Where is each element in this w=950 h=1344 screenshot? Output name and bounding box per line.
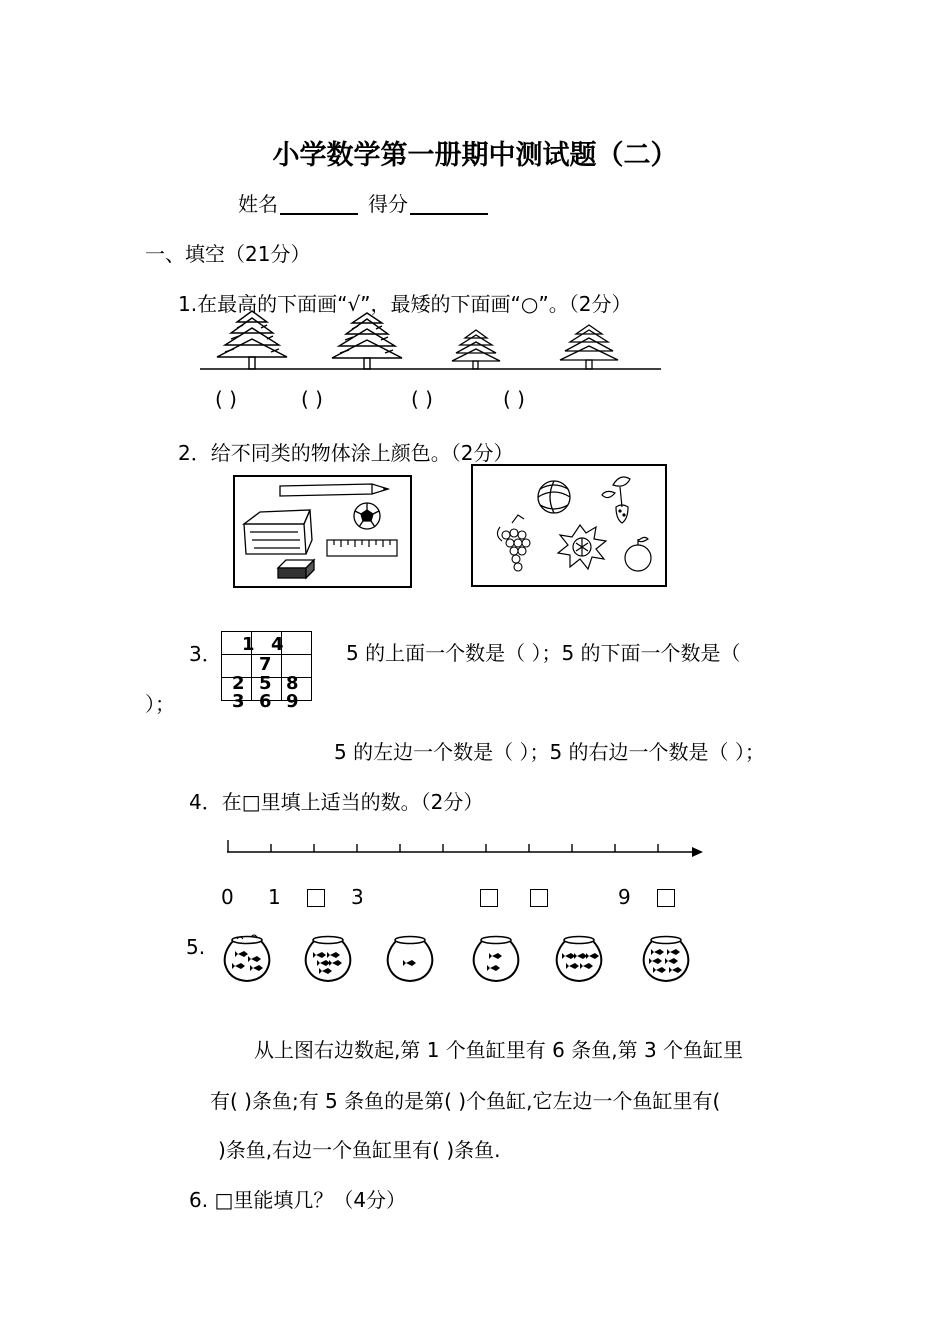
grid-number: 2 — [232, 673, 245, 694]
tree-4-icon — [560, 325, 618, 369]
fish-bowl-icon — [474, 937, 519, 982]
number-label-9: 9 — [618, 885, 631, 909]
grid-number: 7 — [259, 654, 272, 675]
stationery-picture — [232, 474, 414, 589]
tree-3-icon — [452, 330, 500, 369]
section-heading: 一、填空（21分） — [145, 242, 311, 266]
tree-2-icon — [332, 313, 402, 369]
tree-1-icon — [217, 311, 287, 369]
grid-number: 5 — [259, 673, 272, 694]
answer-paren-4[interactable]: ( ) — [503, 387, 525, 411]
sunflower-icon — [558, 525, 606, 569]
question-5-number: 5. — [186, 935, 206, 959]
number-line — [222, 838, 706, 862]
orange-icon — [625, 537, 651, 571]
fish-bowl-icon — [306, 937, 351, 982]
grid-number: 4 — [271, 634, 284, 655]
question-6-text: 6. □里能填几？（4分） — [189, 1188, 407, 1212]
answer-paren-3[interactable]: ( ) — [411, 387, 433, 411]
answer-box[interactable] — [480, 889, 498, 909]
answer-box[interactable] — [657, 889, 675, 909]
question-5-line-2: 有( )条鱼;有 5 条鱼的是第( )个鱼缸,它左边一个鱼缸里有( — [210, 1089, 721, 1113]
pencil-box-icon — [244, 510, 312, 554]
score-field — [368, 188, 488, 217]
score-label: 得分 — [368, 192, 408, 216]
strawberry-icon — [602, 477, 630, 523]
question-2-text: 2．给不同类的物体涂上颜色。（2分） — [178, 441, 514, 465]
grid-number: 8 — [286, 673, 299, 694]
pencil-icon — [280, 484, 388, 496]
ruler-icon — [327, 540, 397, 556]
grapes-icon — [497, 515, 530, 571]
question-5-line-3: )条鱼,右边一个鱼缸里有( )条鱼. — [218, 1138, 501, 1162]
name-field — [238, 188, 358, 217]
grid-number: 6 — [259, 691, 272, 712]
number-line-ticks — [228, 840, 658, 852]
fish-bowl-icon — [557, 937, 602, 982]
score-blank — [410, 193, 488, 215]
answer-paren-2[interactable]: ( ) — [301, 387, 323, 411]
number-label-1: 1 — [268, 885, 281, 909]
question-1-text: 1.在最高的下面画“√”，最矮的下面画“○”。（2分） — [178, 292, 632, 316]
answer-box[interactable] — [307, 889, 325, 909]
question-3-line-1: 5 的上面一个数是（ ）；5 的下面一个数是（ — [346, 641, 741, 665]
question-3-line-2: 5 的左边一个数是（ ）；5 的右边一个数是（ ）； — [334, 740, 765, 764]
fruits-picture — [470, 463, 668, 588]
eraser-icon — [278, 560, 314, 578]
answer-paren-1[interactable]: ( ) — [215, 387, 237, 411]
fish-bowl-icon — [388, 937, 433, 982]
grid-number: 9 — [286, 691, 299, 712]
fish-bowls — [218, 930, 698, 986]
question-3-number: 3． — [189, 642, 222, 666]
number-label-3: 3 — [351, 885, 364, 909]
answer-box[interactable] — [530, 889, 548, 909]
fish-bowl-icon — [644, 937, 689, 982]
soccer-ball-icon — [354, 503, 380, 529]
question-4-text: 4．在□里填上适当的数。（2分） — [189, 790, 484, 814]
page-title: 小学数学第一册期中测试题（二） — [272, 140, 678, 171]
grid-number: 3 — [232, 691, 245, 712]
name-blank — [280, 193, 358, 215]
ball-icon — [538, 481, 570, 513]
trees-illustration — [195, 308, 670, 376]
question-5-line-1: 从上图右边数起,第 1 个鱼缸里有 6 条鱼,第 3 个鱼缸里 — [254, 1038, 744, 1062]
grid-number: 1 — [242, 634, 255, 655]
fish-bowl-icon — [225, 935, 270, 981]
name-label: 姓名 — [238, 192, 278, 216]
number-label-0: 0 — [221, 885, 234, 909]
question-3-line-1-tail: ）； — [145, 692, 175, 716]
